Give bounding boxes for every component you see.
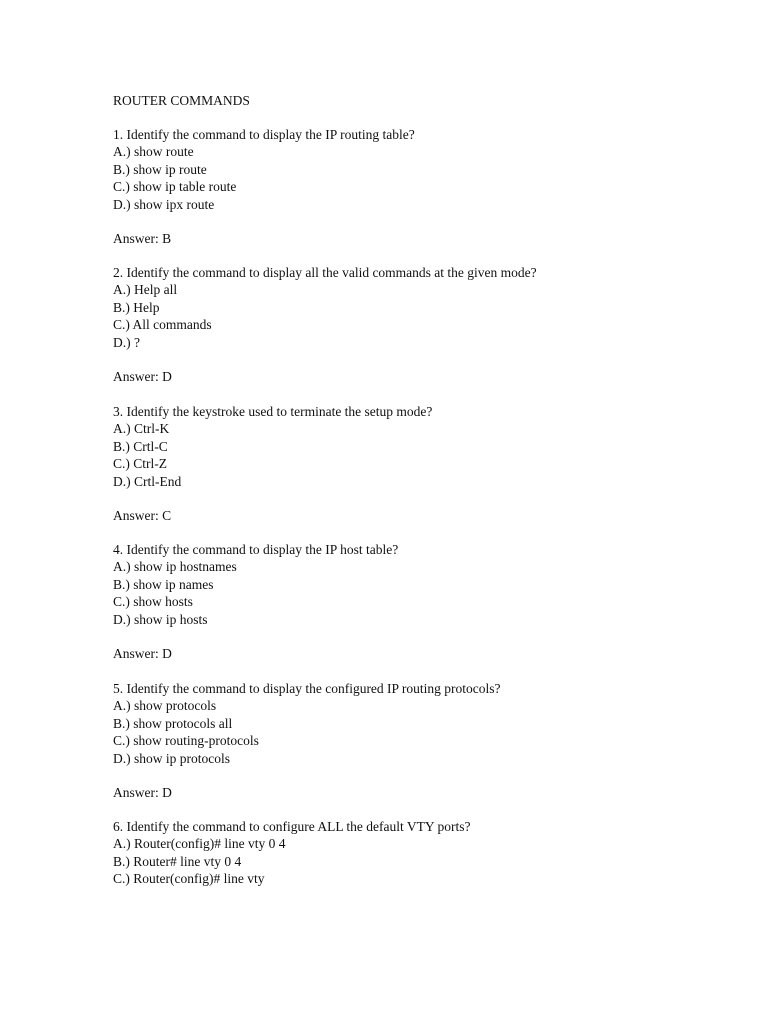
- question-text: 6. Identify the command to configure ALL the default VTY ports?: [113, 819, 471, 834]
- option-c: C.) Router(config)# line vty: [113, 871, 265, 887]
- question-block-3: [113, 403, 713, 525]
- option-c: C.) show hosts: [113, 594, 193, 610]
- question-text: 3. Identify the keystroke used to terminate the setup mode?: [113, 404, 433, 419]
- option-b: B.) show protocols all: [113, 715, 233, 731]
- question-text: 2. Identify the command to display all the valid commands at the given mode?: [113, 265, 537, 280]
- option-a: A.) Ctrl-K: [113, 421, 170, 437]
- question-text: 5. Identify the command to display the configured IP routing protocols?: [113, 681, 501, 696]
- answer-text: Answer: D: [113, 785, 172, 801]
- option-a: A.) Help all: [113, 282, 178, 298]
- option-b: B.) Help: [113, 299, 160, 315]
- question-text: 4. Identify the command to display the IP host table?: [113, 542, 399, 557]
- question-block-2: [113, 264, 713, 386]
- option-a: A.) show ip hostnames: [113, 559, 237, 575]
- option-a: A.) show route: [113, 144, 194, 160]
- option-a: A.) show protocols: [113, 698, 217, 714]
- answer-text: Answer: D: [113, 646, 172, 662]
- question-block-4: [113, 541, 713, 663]
- answer-text: Answer: B: [113, 231, 172, 247]
- option-d: D.) show ip hosts: [113, 611, 208, 627]
- option-b: B.) show ip names: [113, 576, 214, 592]
- option-b: B.) show ip route: [113, 161, 207, 177]
- option-d: D.) Crtl-End: [113, 473, 182, 489]
- option-d: D.) show ip protocols: [113, 750, 230, 766]
- option-c: C.) show routing-protocols: [113, 733, 259, 749]
- answer-text: Answer: D: [113, 369, 172, 385]
- option-c: C.) All commands: [113, 317, 212, 333]
- option-c: C.) Ctrl-Z: [113, 456, 167, 472]
- answer-text: Answer: C: [113, 508, 172, 524]
- option-d: D.) ?: [113, 334, 140, 350]
- document-title: ROUTER COMMANDS: [113, 93, 250, 108]
- question-text: 1. Identify the command to display the IP routing table?: [113, 127, 415, 142]
- question-block-6: [113, 818, 713, 888]
- option-b: B.) Crtl-C: [113, 438, 168, 454]
- question-block-5: [113, 680, 713, 802]
- option-d: D.) show ipx route: [113, 196, 215, 212]
- question-block-1: [113, 126, 713, 248]
- option-c: C.) show ip table route: [113, 179, 237, 195]
- option-b: B.) Router# line vty 0 4: [113, 853, 242, 869]
- option-a: A.) Router(config)# line vty 0 4: [113, 836, 286, 852]
